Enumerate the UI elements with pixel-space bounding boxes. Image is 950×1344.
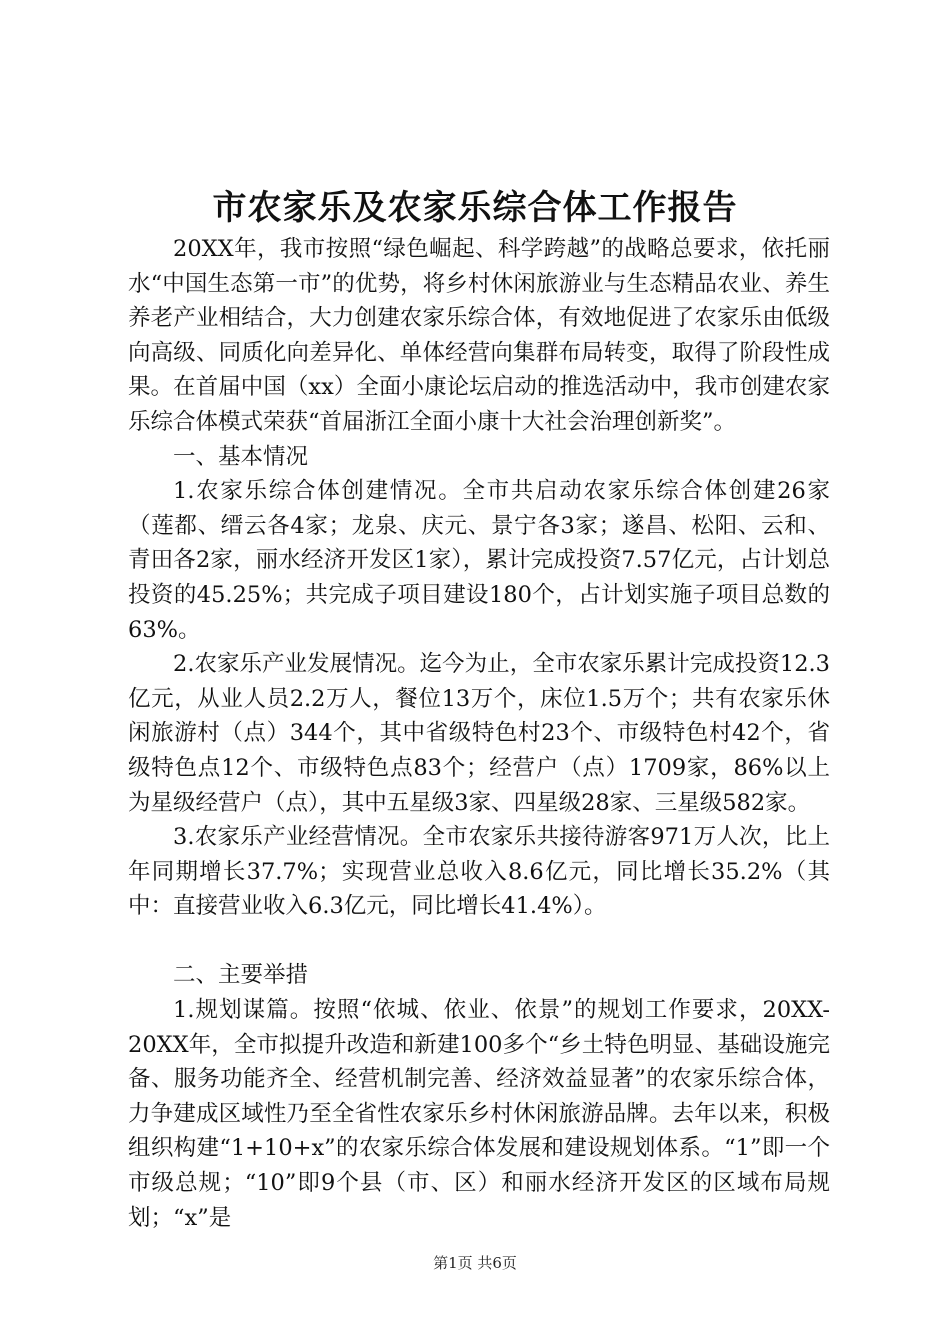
paragraph-basic-3: 3.农家乐产业经营情况。全市农家乐共接待游客971万人次，比上年同期增长37.7%；实现营业总收入8.6亿元，同比增长35.2%（其中：直接营业收入6.3亿元，同比增长41.4%）。 <box>128 824 830 920</box>
paragraph-basic-2: 2.农家乐产业发展情况。迄今为止，全市农家乐累计完成投资12.3亿元，从业人员2.2万人，餐位13万个，床位1.5万个；共有农家乐休闲旅游村（点）344个，其中省级特色村23个、市级特色村42个，省级特色点12个、市级特色点83个；经营户（点）1709家，86%以上为星级经营户（点），其中五星级3家、四星级28家、三星级582家。 <box>128 651 830 816</box>
section-heading-basic: 一、基本情况 <box>173 443 309 470</box>
document-title: 市农家乐及农家乐综合体工作报告 <box>212 188 738 228</box>
document-body <box>128 232 830 1235</box>
paragraph-measures-1: 1.规划谋篇。按照“依城、依业、依景”的规划工作要求，20XX-20XX年，全市拟提升改造和新建100多个“乡土特色明显、基础设施完备、服务功能齐全、经营机制完善、经济效益显著”的农家乐综合体，力争建成区域性乃至全省性农家乐乡村休闲旅游品牌。去年以来，积极组织构建“1+10+x”的农家乐综合体发展和建设规划体系。“1”即一个市级总规；“10”即9个县（市、区）和丽水经济开发区的区域布局规划；“x”是 <box>128 997 830 1231</box>
page-footer: 第1页 共6页 <box>433 1254 517 1272</box>
paragraph-intro: 20XX年，我市按照“绿色崛起、科学跨越”的战略总要求，依托丽水“中国生态第一市”的优势，将乡村休闲旅游业与生态精品农业、养生养老产业相结合，大力创建农家乐综合体，有效地促进了农家乐由低级向高级、同质化向差异化、单体经营向集群布局转变，取得了阶段性成果。在首届中国（xx）全面小康论坛启动的推选活动中，我市创建农家乐综合体模式荣获“首届浙江全面小康十大社会治理创新奖”。 <box>128 236 830 435</box>
section-heading-measures: 二、主要举措 <box>173 962 309 989</box>
paragraph-basic-1: 1.农家乐综合体创建情况。全市共启动农家乐综合体创建26家（莲都、缙云各4家；龙泉、庆元、景宁各3家；遂昌、松阳、云和、青田各2家，丽水经济开发区1家），累计完成投资7.57亿元，占计划总投资的45.25%；共完成子项目建设180个，占计划实施子项目总数的63%。 <box>128 478 830 643</box>
